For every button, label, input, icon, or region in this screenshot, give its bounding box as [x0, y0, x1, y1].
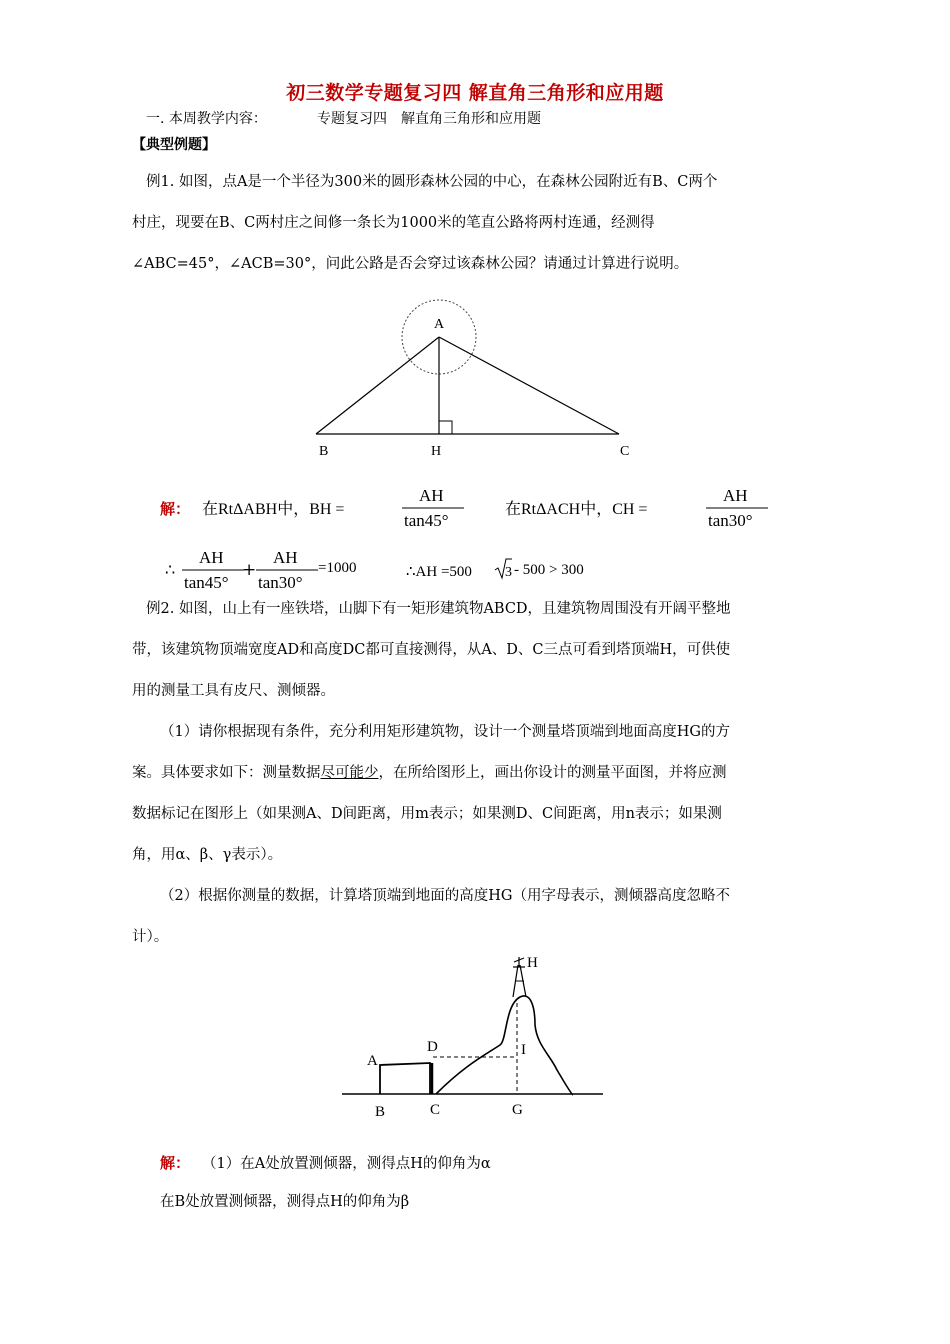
example1-line2: 村庄，现要在B、C两村庄之间修一条长为1000米的笔直公路将两村连通，经测得: [132, 215, 655, 231]
frac-sum1-num: AH: [199, 548, 224, 567]
example2-q1-line4: 角，用α、β、γ表示）。: [132, 847, 283, 863]
result-suffix: - 500 > 300: [514, 562, 584, 578]
label-i: I: [521, 1042, 526, 1058]
solution2-label: 解：: [160, 1154, 191, 1172]
solution2-line1: （1）在A处放置测倾器，测得点H的仰角为α: [202, 1156, 491, 1172]
sqrt-symbol: [494, 557, 512, 581]
label-a: A: [434, 317, 445, 332]
frac-sum2-den: tan30°: [258, 573, 303, 592]
frac-bh-num: AH: [419, 486, 444, 505]
solution1-label: 解：: [160, 500, 191, 518]
label-c: C: [620, 444, 630, 459]
label-b: B: [319, 444, 329, 459]
frac-bh-den: tan45°: [404, 511, 449, 530]
sqrt-radicand: 3: [505, 565, 512, 580]
frac-ch-den: tan30°: [708, 511, 753, 530]
result-prefix: ∴AH =500: [406, 564, 472, 580]
plus-symbol: +: [242, 560, 257, 580]
typical-examples-heading: 【典型例题】: [132, 137, 216, 153]
example2-q1-line3: 数据标记在图形上（如果测A、D间距离，用m表示；如果测D、C间距离，用n表示；如果测: [132, 806, 722, 822]
line-ac: [439, 337, 619, 434]
example2-q1-line2: 案。具体要求如下：测量数据尽可能少，在所给图形上，画出你设计的测量平面图，并将应测: [132, 765, 727, 781]
example2-line2: 带，该建筑物顶端宽度AD和高度DC都可直接测得，从A、D、C三点可看到塔顶端H，可供使: [132, 642, 731, 658]
therefore-symbol: ∴: [165, 560, 176, 579]
label-b: B: [375, 1104, 386, 1120]
line-ab: [316, 337, 439, 434]
fraction-bh: [398, 482, 468, 532]
frac-ch-num: AH: [723, 486, 748, 505]
example2-line3: 用的测量工具有皮尺、测倾器。: [132, 683, 335, 699]
fraction-sum-2: [252, 546, 322, 596]
label-g: G: [512, 1102, 523, 1118]
fraction-sum-1: [178, 546, 248, 596]
solution1-ch-text: 在RtΔACH中，CH =: [505, 501, 648, 518]
eq-1000: =1000: [318, 560, 357, 576]
label-h: H: [431, 444, 442, 459]
solution2-line2: 在B处放置测倾器，测得点H的仰角为β: [160, 1194, 410, 1210]
example2-q1-line1: （1）请你根据现有条件，充分利用矩形建筑物，设计一个测量塔顶端到地面高度HG的方: [160, 724, 730, 740]
triangle-figure: [300, 290, 660, 465]
section-label: 一. 本周教学内容：: [146, 111, 267, 127]
label-a: A: [367, 1053, 378, 1069]
frac-sum1-den: tan45°: [184, 573, 229, 592]
section-content: 专题复习四 解直角三角形和应用题: [317, 111, 541, 127]
example1-line3: ∠ABC=45°，∠ACB=30°，问此公路是否会穿过该森林公园？请通过计算进行说明。: [132, 256, 689, 272]
mountain-outline: [436, 996, 573, 1095]
tower-mountain-figure: [335, 945, 615, 1125]
label-d: D: [427, 1039, 438, 1055]
example2-line1: 例2. 如图，山上有一座铁塔，山脚下有一矩形建筑物ABCD，且建筑物周围没有开阔平整地: [146, 601, 731, 617]
page-title: 初三数学专题复习四 解直角三角形和应用题: [286, 82, 664, 104]
label-h: H: [527, 955, 538, 971]
fraction-ch: [702, 482, 772, 532]
solution1-bh-text: 在RtΔABH中，BH =: [202, 501, 345, 518]
label-c: C: [430, 1102, 441, 1118]
example1-line1: 例1. 如图，点A是一个半径为300米的圆形森林公园的中心，在森林公园附近有B、C两个: [146, 174, 718, 190]
building-rect: [380, 1063, 430, 1094]
example2-q2-line2: 计）。: [132, 929, 169, 945]
frac-sum2-num: AH: [273, 548, 298, 567]
right-angle-mark: [439, 421, 452, 434]
example2-q2-line1: （2）根据你测量的数据，计算塔顶端到地面的高度HG（用字母表示，测倾器高度忽略不: [160, 888, 730, 904]
